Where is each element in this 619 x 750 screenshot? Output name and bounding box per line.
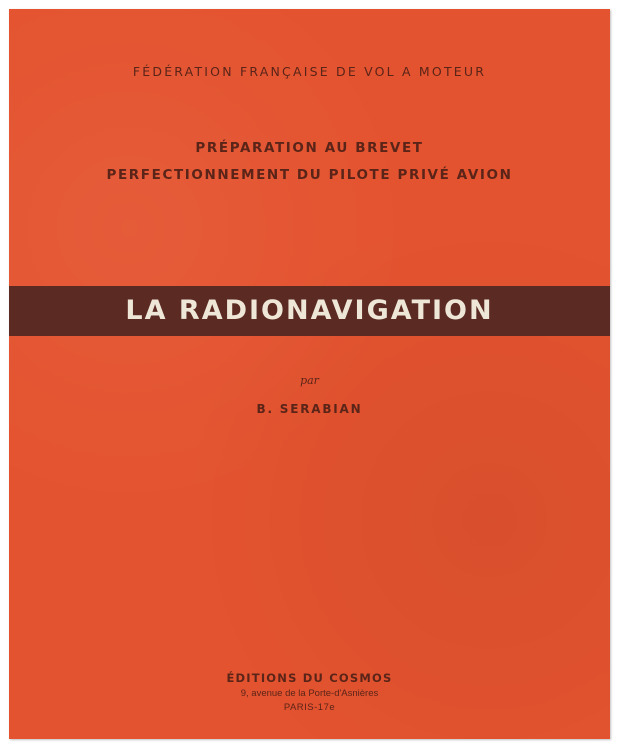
book-title: LA RADIONAVIGATION [125, 295, 494, 326]
author-name: B. SERABIAN [256, 402, 363, 416]
federation-name: FÉDÉRATION FRANÇAISE DE VOL A MOTEUR [132, 64, 487, 79]
title-band [9, 286, 610, 336]
publisher-address: 9, avenue de la Porte-d'Asnières [240, 688, 379, 699]
by-label: par [300, 374, 319, 387]
book-cover [9, 9, 610, 739]
publisher-city: PARIS-17e [283, 702, 336, 713]
subtitle-line-2: PERFECTIONNEMENT DU PILOTE PRIVÉ AVION [106, 167, 513, 183]
subtitle-line-1: PRÉPARATION AU BREVET [195, 140, 424, 156]
publisher-name: ÉDITIONS DU COSMOS [226, 671, 393, 685]
